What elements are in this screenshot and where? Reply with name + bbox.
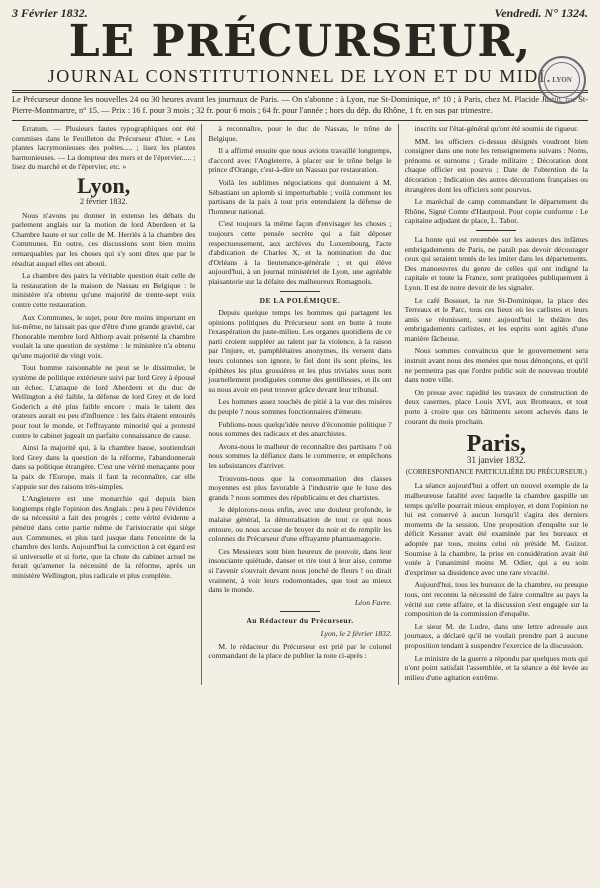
stamp-inner-ring <box>544 62 580 98</box>
article-paragraph: C'est toujours la même façon d'envisager les choses ; toujours cette pensée secrète qui a fait déposer respectueusement, aux archives du Luxembourg, l'acte d'abdication de Charles X, et la nomination du duc d'Orléans à la lieutenance-générale ; et qui élève aujourd'hui, à un journal ministériel de Lyon, une agréable plaisanterie sur la défaite des malheureux Romagnols. <box>208 219 392 286</box>
article-signature: Léon Favre. <box>354 597 392 607</box>
lyon-date: 2 février 1832. <box>80 196 128 206</box>
article-paragraph: La chambre des pairs la véritable question était celle de la restauration de la maison de Nassau en Belgique : le ministère n'a obtenu qu'une majorité de trente-sept voix contre cette restauration. <box>12 271 196 309</box>
issue-date: 3 Février 1832. <box>12 6 88 20</box>
letter-paragraph: M. le rédacteur du Précurseur est prié par le colonel commandant de la place de publier la note ci-après : <box>208 641 392 661</box>
article-paragraph: La séance aujourd'hui a offert un nouvel exemple de la malheureuse fatalité avec laquelle la chambre gaspille un temps qu'elle pourrait mieux employer, et dont l'opinion ne lui est conservé à aucun lorsqu'il s'agira des derniers moments de la session. Une proposition d'enquête sur le déficit Kessner avait été examinée par les bureaux et adoptée par tous, moins celui où préside M. Guizot. Soumise à la chambre, la prise en considération avait été votée à l'unanimité moins M. Odier, qui a eu soin d'exprimer sa dissidence avec une rare vivacité. <box>404 481 588 577</box>
article-paragraph: inscrits sur l'état-général qu'ont été soumis de rigueur. <box>414 124 579 133</box>
column-1 <box>12 124 195 685</box>
stamp-text: LYON <box>552 76 572 84</box>
section-divider <box>280 291 320 292</box>
article-paragraph: Les hommes assez touchés de pitié à la vue des misères du peuple ? nous sommes fonctionnaires d'émeute. <box>208 397 392 417</box>
section-divider <box>280 611 320 612</box>
article-paragraph: Nous n'avons pu donner in extenso les débats du parlement anglais sur la motion de lord Aberdeen et la Chambre haute et sur celle de M. Herriès à la chambre des Communes. En outre, ces discussions sont bien moins remarquables par les choses qui s'y sont dites que par le résultat auquel elles ont abouti. <box>12 210 196 268</box>
article-paragraph: On presse avec rapidité les travaux de construction de deux casernes, place Louis XVI, aux Brotteaux, et tout porte à croire que ces bâtiments seront achevés dans le courant du mois prochain. <box>404 387 588 426</box>
issue-weekday: Vendredi. <box>494 6 542 20</box>
erratum-paragraph: Erratum. — Plusieurs fautes typographiques ont été commises dans le Feuilleton du Précurseur d'hier. « Les plantes lacrymonieuses des poètes..... ; lisez les plantes harmonieuses. — La dompteur des mers et de l'épervier..... ; lisez du marché et de l'épervier, etc. » <box>12 124 196 172</box>
paris-heading: Paris, <box>466 431 526 458</box>
article-paragraph: Fublions-nous quelqu'idée neuve d'économie politique ? nous sommes des radicaux et des anarchistes. <box>208 419 392 439</box>
library-stamp <box>538 56 586 104</box>
paris-correspondence-label: (CORRESPONDANCE PARTICULIÈRE DU PRÉCURSEUR.) <box>405 467 587 476</box>
section-divider <box>476 230 516 231</box>
article-paragraph: L'Angleterre est une monarchie qui depuis bien longtemps règle l'opinion des Anglais : peu à peu l'évidence de sa nécessité a fait des progrès ; cette vérité évidente a pénétré dans cette partie même de l'aristocratie qui siège aux Communes, et plus tard jusque dans l'enceinte de la chambre des lords. Aujourd'hui la conviction à cet égard est si universelle et si forte, que la chute du cabinet actuel ne ferait qu'amener la nécessité de la réforme, après un ministère Wellington, plus radicale et plus complète. <box>12 494 196 580</box>
article-paragraph: Ainsi la majorité qui, à la chambre basse, soutiendrait lord Grey dans la question de la réforme, l'abandonnerait dans sa politique étrangère. C'est une vérité menaçante pour la paix de l'Europe, mais il faut la reconnaître, car elle s'appuie sur des raisons très-simples. <box>12 443 196 491</box>
letter-date: Lyon, le 2 février 1832. <box>320 628 392 638</box>
letter-heading: Au Rédacteur du Précurseur. <box>246 616 354 626</box>
issue-number: N° 1324. <box>544 6 588 20</box>
article-paragraph: Tout homme raisonnable ne peut se le dissimuler, le système de politique extérieure suivi par lord Grey à épousé un échec. L'attaque de lord Aberdeen et du duc de Wellington a été faible, la défense de lord Grey et de lord Goderich a été plus faible encore : mais le talent des orateurs aurait eu peu d'influence : les faits étaient entourés pour tout le monde, et l'effrayante minorité qui a protesté contre le cabinet jugeait un parfaite connaissance de cause. <box>12 363 196 440</box>
newspaper-title: LE PRÉCURSEUR, <box>68 16 532 67</box>
article-paragraph: Ces Messieurs sont bien heureux de pouvoir, dans leur insouciante quiétude, danser et rire tout à leur aise, comme si l'avenir s'ouvrait devant nous jonché de fleurs ! ou dirait vraiment, à voir leurs rodomontades, que tout au mieux dans le monde. <box>208 546 392 595</box>
column-2 <box>201 124 391 685</box>
article-columns <box>12 124 588 685</box>
article-paragraph: Trouvons-nous que la consommation des classes moyennes est plus favorable à l'industrie que le luxe des grands ? nous sommes des républicains et des chartistes. <box>208 473 392 502</box>
article-paragraph: Le sieur M. de Ludre, dans une lettre adressée aux journaux, a déclaré qu'il ne voulait prendre part à aucune proposition tendant à suspendre l'exercice de la discussion. <box>404 621 588 650</box>
masthead-rule <box>12 90 588 93</box>
article-paragraph: à reconnaître, pour le duc de Nassau, le trône de Belgique. <box>208 124 392 143</box>
article-paragraph: Nous sommes convaincus que le gouvernement sera instruit avant nous des menées que nous dénonçons, et qu'il ne permettra pas que l'ordre public soit de nouveau troublé dans notre ville. <box>404 346 588 385</box>
article-paragraph: Le café Bossuet, la rue St-Dominique, la place des Terreaux et le Parc, tous ces lieux où les carlistes et leurs amis se réunissent, sont aujourd'hui le théâtre des embrigadements carlistes, et les esprits sont agités d'une manière fâcheuse. <box>404 295 588 343</box>
newspaper-subtitle: JOURNAL CONSTITUTIONNEL DE LYON ET DU MIDI. <box>47 66 553 86</box>
article-paragraph: Je déplorons-nous enfin, avec une douleur profonde, le malaise général, la démoralisation de tout ce qui nous entoure, ou nous accuse de broyer du noir et de remplir les colonnes du Précurseur d'une effrayante phantasmagorie. <box>208 505 392 544</box>
article-paragraph: Aujourd'hui, tous les bureaux de la chambre, ou presque tous, ont reconnu la nécessité de faire connaître au pays la vérité sur cette affaire, et la discussion s'est engagée sur la composition de la commission d'enquête. <box>404 580 588 619</box>
article-paragraph: Il a affirmé ensuite que nous avions travaillé longtemps, d'accord avec l'Angleterre, à placer sur le trône belge le prince d'Orange, c'est-à-dire un Nassau par restauration. <box>208 146 392 175</box>
polemique-heading: DE LA POLÉMIQUE. <box>259 295 341 305</box>
article-paragraph: Depuis quelque temps les hommes qui partagent les opinions politiques du Précurseur sont en butte à toute l'exaspération du juste-milieu. Les organes quotidiens de ce parti croient suppléer au talent par la violence, à la raison par l'injure, et, pamphlétaires anonymes, ils versent dans leurs colonnes son ignore, le fiel dont ils sont pleins, les épithètes les plus grossières et les plus triviales sous nom journellement prodiguées comme des gentillesses, et ils ont su nous avoir en peut trouver grâce devant leur tribunal. <box>208 308 392 394</box>
paris-date: 31 janvier 1832. <box>466 455 526 466</box>
article-paragraph: La honte qui est retombée sur les auteurs des infâmes embrigadements de Paris, ne paraît pas devoir décourager ceux qui seraient tentés de les imiter dans les départements. Des manoeuvres du genre de celles qui ont indigné la capitale et toute la France, sont pratiquées publiquement à Lyon. Il est de notre devoir de les signaler. <box>404 234 588 292</box>
subscription-notice: Le Précurseur donne les nouvelles 24 ou 30 heures avant les journaux de Paris. — On s'abonne : à Lyon, rue St-Dominique, n° 10 ; à Paris, chez M. Placide Justin, rue St-Pierre-Montmartre, n° 15. — Prix : 16 f. pour 3 mois ; 32 fr. pour 6 mois ; 64 fr. pour l'année ; hors du dép. du Rhône, 1 fr. en sus par trimestre. <box>12 95 588 115</box>
article-paragraph: Le maréchal de camp commandant le département du Rhône, Signé Comte d'Hautpoul. Pour copie conforme : Le capitaine adjudant de place, L. Tabot. <box>404 197 588 226</box>
column-3 <box>398 124 588 685</box>
article-paragraph: Aux Communes, le sujet, pour être moins important en lui-même, ne laissait pas que d'être d'une grande gravité, car l'honorable membre lord Althorp avait présenté la chambre voulait la une question de système : le ministère n'a obtenu qu'une majorité de vingt voix. <box>12 312 196 360</box>
lyon-heading: Lyon, <box>77 172 131 198</box>
article-paragraph: MM. les officiers ci-dessus désignés voudront bien consigner dans une note les renseignemens suivans : Noms, prénoms et surnoms ; Grade militaire ; Décoration dont chaque officier est pourvu ; Date de l'obtention de la décoration ; Indication des autres décorations françaises ou étrangères dont les officiers sont pourvus. <box>404 136 588 194</box>
article-paragraph: Avons-nous le malheur de reconnaître des partisans ? où nous sommes la défiance dans le commerce, et empêchons les subsistances d'arriver. <box>208 441 392 470</box>
article-paragraph: Voilà les sublimes négociations qui donnaient à M. Sébastiani un aplomb si imperturbable ; voilà comment les partisans de la paix à tout prix entendaient la défense de l'honneur national. <box>208 177 392 216</box>
pricing-rule <box>12 120 588 121</box>
article-paragraph: Le ministre de la guerre a répondu par quelques mots qui n'ont point satisfait l'assemblée, et la séance a été levée au milieu d'une agitation extrême. <box>404 653 588 682</box>
